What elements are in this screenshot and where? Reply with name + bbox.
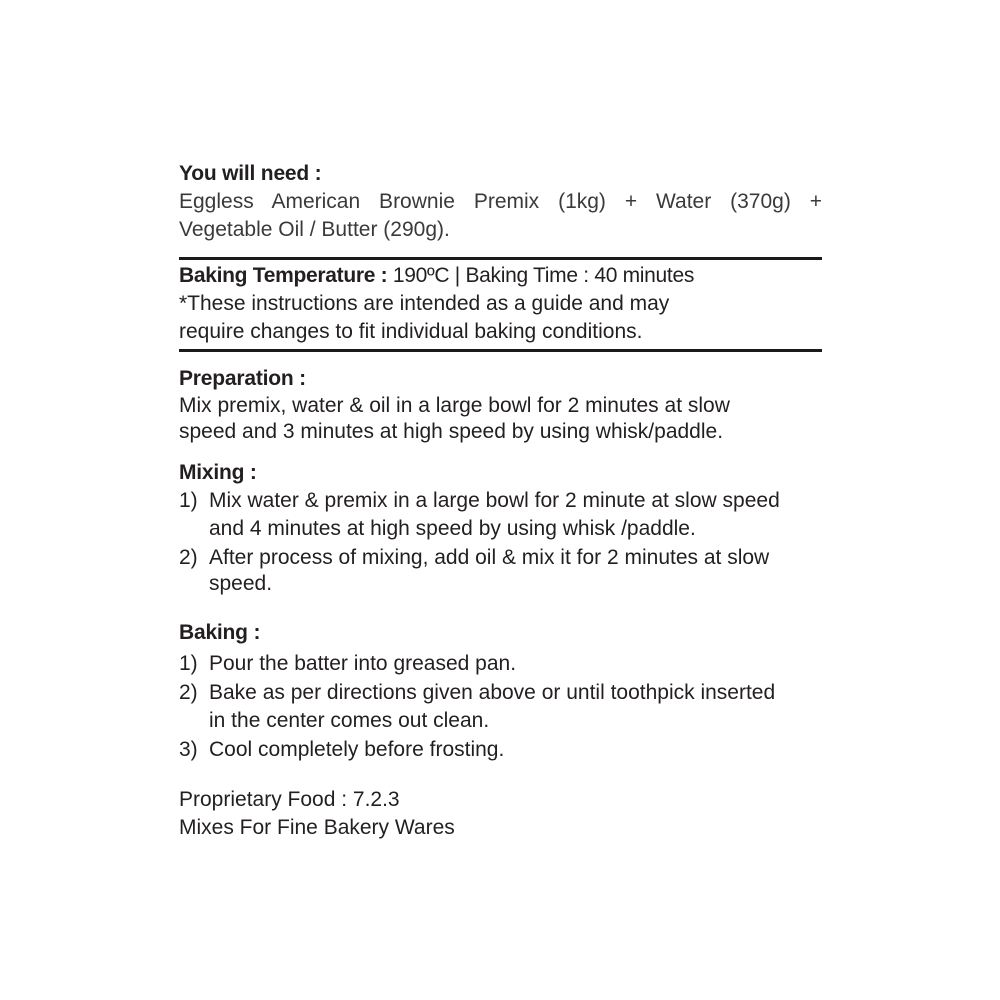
step-number: 2) — [179, 681, 198, 704]
classification-footer — [179, 786, 822, 842]
list-item — [179, 679, 822, 735]
step-line: Mix water & premix in a large bowl for 2 minute at slow speed — [209, 489, 780, 512]
you-will-need-heading: You will need : — [179, 162, 322, 185]
step-line: Bake as per directions given above or until toothpick inserted — [209, 681, 776, 704]
baking-temperature-value: 190ºC | Baking Time : 40 minutes — [387, 264, 695, 287]
preparation-section — [179, 365, 822, 446]
step-text: Cool completely before frosting. — [209, 738, 505, 761]
guide-note-line-1: *These instructions are intended as a guide and may — [179, 292, 670, 315]
step-line: in the center comes out clean. — [209, 709, 490, 732]
proprietary-food-line: Proprietary Food : 7.2.3 — [179, 788, 400, 811]
baking-temperature-line — [179, 262, 822, 290]
preparation-line-1: Mix premix, water & oil in a large bowl for 2 minutes at slow — [179, 394, 730, 417]
you-will-need-section — [179, 160, 822, 244]
step-text — [209, 544, 822, 598]
mixing-heading: Mixing : — [179, 461, 257, 484]
step-line: speed. — [209, 572, 273, 595]
mixing-steps — [179, 487, 822, 598]
divider-top — [179, 257, 822, 260]
preparation-line-2: speed and 3 minutes at high speed by using whisk/paddle. — [179, 420, 724, 443]
step-number: 1) — [179, 652, 198, 675]
step-line: After process of mixing, add oil & mix it for 2 minutes at slow — [209, 546, 770, 569]
preparation-heading: Preparation : — [179, 367, 306, 390]
step-line: and 4 minutes at high speed by using whisk /paddle. — [209, 517, 696, 540]
list-item — [179, 487, 822, 543]
step-text — [209, 487, 822, 543]
list-item — [179, 736, 822, 764]
bakery-wares-line: Mixes For Fine Bakery Wares — [179, 816, 455, 839]
guide-note-line-2: require changes to fit individual baking conditions. — [179, 320, 643, 343]
baking-temperature-section — [179, 262, 822, 346]
divider-bottom — [179, 349, 822, 352]
list-item — [179, 544, 822, 598]
step-number: 1) — [179, 489, 198, 512]
baking-temperature-label: Baking Temperature : — [179, 264, 388, 287]
baking-section — [179, 619, 822, 764]
baking-heading: Baking : — [179, 621, 261, 644]
list-item — [179, 650, 822, 678]
step-text — [209, 679, 822, 735]
baking-steps — [179, 650, 822, 764]
instructions-panel — [179, 160, 822, 842]
step-text: Pour the batter into greased pan. — [209, 652, 517, 675]
step-number: 2) — [179, 546, 198, 569]
ingredients-line-1: Eggless American Brownie Premix (1kg) + Water (370g) + — [179, 190, 822, 213]
ingredients-line-2: Vegetable Oil / Butter (290g). — [179, 218, 450, 241]
step-number: 3) — [179, 738, 198, 761]
mixing-section — [179, 459, 822, 598]
